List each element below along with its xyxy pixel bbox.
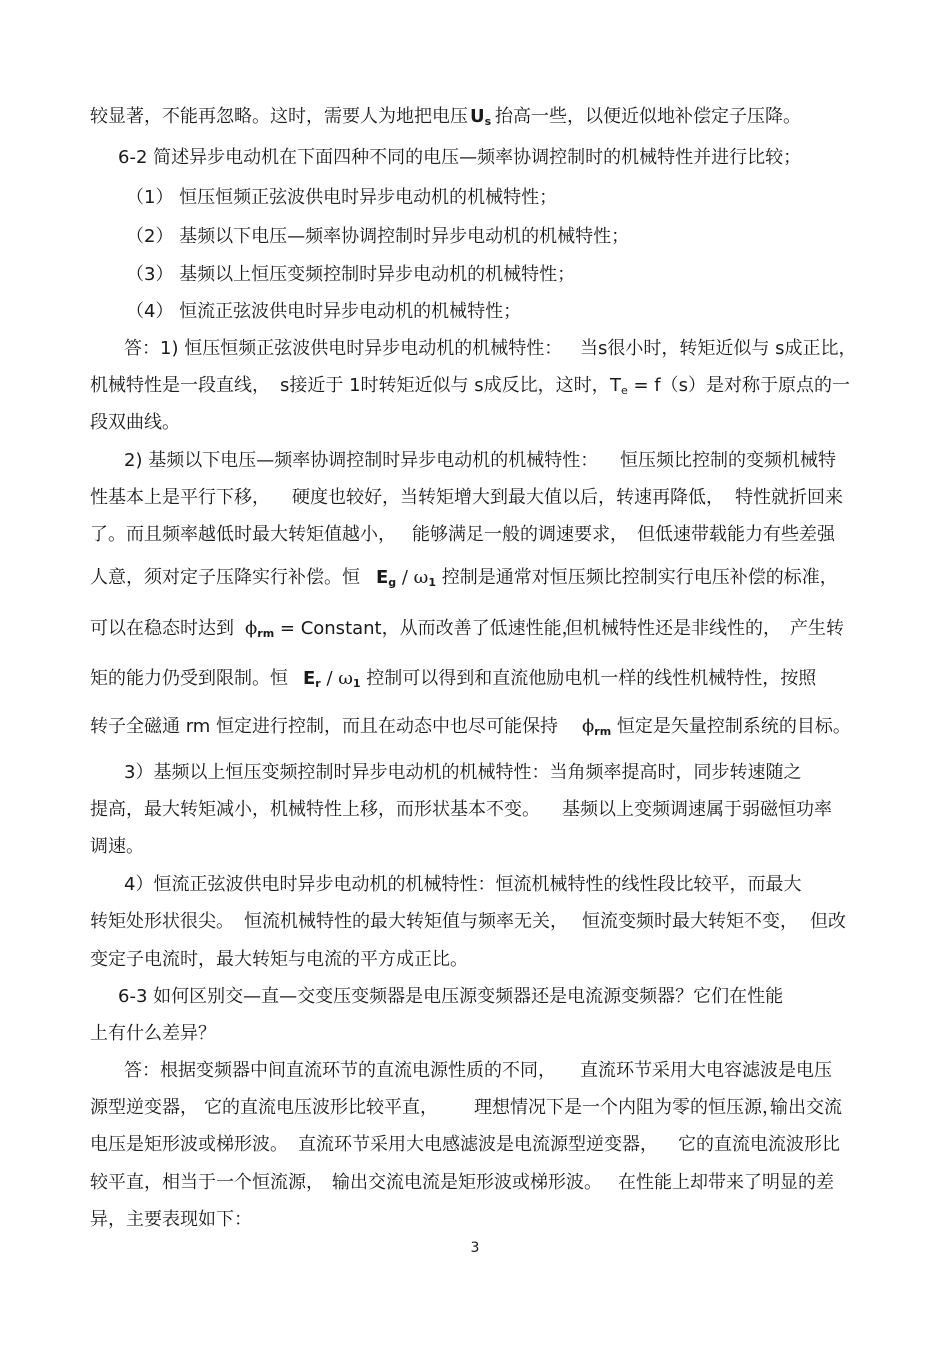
text-segment: 当s很小时，转矩近似与 s成正比， — [580, 338, 857, 359]
text-line — [0, 614, 950, 644]
text-segment: 恒压频比控制的变频机械特 — [620, 450, 836, 471]
symbol-main: ϕ — [582, 716, 595, 737]
text-segment: （2） 基频以下电压—频率协调控制时异步电动机的机械特性； — [126, 226, 630, 247]
symbol-main: T — [610, 375, 621, 396]
question-heading — [0, 982, 950, 1012]
text-segment: 6-2 简述异步电动机在下面四种不同的电压—频率协调控制时的机械特性并进行比较； — [118, 147, 802, 168]
text-segment: 电压是矩形波或梯形波。 — [90, 1134, 288, 1155]
text-segment: 人意，须对定子压降实行补偿。恒 — [90, 567, 360, 588]
text-line — [0, 371, 950, 401]
text-line — [0, 795, 950, 825]
text-segment: 2) 基频以下电压—频率协调控制时异步电动机的机械特性： — [124, 450, 599, 471]
text-segment: 但机械特性还是非线性的， — [565, 618, 781, 639]
emf-ratio-symbol — [303, 664, 816, 699]
text-segment: 性基本上是平行下移， — [90, 487, 270, 508]
text-segment: 它的直流电压波形比较平直， — [204, 1097, 438, 1118]
text-segment: 异，主要表现如下： — [90, 1209, 252, 1230]
text-segment: 转子全磁通 rm 恒定进行控制，而且在动态中也尽可能保持 — [90, 716, 559, 737]
symbol-subscript: 1 — [428, 576, 437, 589]
text-line — [0, 408, 950, 438]
text-segment: 但低速带载能力有些差强 — [637, 524, 835, 545]
voltage-symbol — [470, 102, 491, 137]
question-heading — [0, 143, 950, 173]
text-segment: 输出交流电流是矩形波或梯形波。 — [332, 1172, 602, 1193]
text-line — [0, 1205, 950, 1235]
text-line — [0, 446, 950, 476]
symbol-main: U — [470, 106, 485, 127]
text-segment: 转矩处形状很尖。 — [90, 911, 234, 932]
text-segment: 调速。 — [90, 836, 144, 857]
text-line — [0, 1130, 950, 1160]
text-segment: 特性就折回来 — [735, 487, 843, 508]
text-segment: 上有什么差异？ — [90, 1023, 216, 1044]
symbol-subscript: rm — [594, 725, 612, 738]
symbol-subscript: rm — [257, 627, 275, 640]
text-segment: 机械特性是一段直线， — [90, 375, 270, 396]
text-segment: 变定子电流时，最大转矩与电流的平方成正比。 — [90, 949, 468, 970]
text-segment: 答：根据变频器中间直流环节的直流电源性质的不同， — [124, 1060, 556, 1081]
text-segment: 较显著，不能再忽略。这时，需要人为地把电压 — [90, 106, 468, 127]
symbol-subscript: r — [315, 677, 321, 690]
symbol-operator: / ω — [396, 567, 429, 588]
flux-symbol — [582, 712, 851, 747]
text-segment: 恒流变频时最大转矩不变， — [582, 911, 798, 932]
text-line — [0, 1019, 950, 1049]
text-segment: 直流环节采用大电容滤波是电压 — [580, 1060, 832, 1081]
text-segment: s接近于 1时转矩近似与 s成反比，这时， — [280, 375, 610, 396]
text-segment: 3）基频以上恒压变频控制时异步电动机的机械特性：当角频率提高时，同步转速随之 — [124, 762, 802, 783]
text-segment: 理想情况下是一个内阻为零的恒压源， — [474, 1097, 780, 1118]
text-segment: 控制是通常对恒压频比控制实行电压补偿的标准， — [436, 567, 838, 588]
text-segment: 了。而且频率越低时最大转矩值越小， — [90, 524, 396, 545]
text-line — [0, 483, 950, 513]
text-line — [0, 334, 950, 364]
text-line — [0, 520, 950, 550]
text-segment: 6-3 如何区别交—直—交变压变频器是电压源变频器还是电流源变频器？它们在性能 — [118, 986, 784, 1007]
text-line — [0, 1093, 950, 1123]
flux-symbol — [245, 614, 580, 649]
text-segment: 源型逆变器， — [90, 1097, 198, 1118]
text-segment: 答：1) 恒压恒频正弦波供电时异步电动机的机械特性： — [124, 338, 563, 359]
text-line — [0, 1056, 950, 1086]
text-line — [0, 758, 950, 788]
text-line — [0, 102, 950, 132]
text-line — [0, 945, 950, 975]
symbol-main: E — [376, 567, 389, 588]
text-segment: 输出交流 — [770, 1097, 842, 1118]
symbol-main: E — [303, 668, 316, 689]
symbol-subscript: g — [388, 576, 397, 589]
text-line — [0, 870, 950, 900]
symbol-main: ϕ — [245, 618, 258, 639]
text-line — [0, 563, 950, 593]
text-segment: 控制可以得到和直流他励电机一样的线性机械特性，按照 — [360, 668, 817, 689]
text-line — [0, 664, 950, 694]
text-segment: = f（s）是对称于原点的一 — [627, 375, 851, 396]
text-segment: = Constant，从而改善了低速性能， — [274, 618, 580, 639]
symbol-subscript: 1 — [352, 677, 361, 690]
text-segment: （1） 恒压恒频正弦波供电时异步电动机的机械特性； — [126, 187, 558, 208]
text-segment: 硬度也较好，当转矩增大到最大值以后，转速再降低， — [292, 487, 724, 508]
text-segment: 恒流机械特性的最大转矩值与频率无关， — [244, 911, 568, 932]
text-line — [0, 1168, 950, 1198]
list-item — [0, 297, 950, 327]
text-segment: （4） 恒流正弦波供电时异步电动机的机械特性； — [126, 301, 522, 322]
text-segment: 段双曲线。 — [90, 412, 180, 433]
text-segment: （3） 基频以上恒压变频控制时异步电动机的机械特性； — [126, 264, 576, 285]
text-segment: 恒定是矢量控制系统的目标。 — [611, 716, 851, 737]
text-line — [0, 712, 950, 742]
text-segment: 能够满足一般的调速要求， — [412, 524, 628, 545]
symbol-operator: / ω — [320, 668, 353, 689]
text-line — [0, 907, 950, 937]
text-segment: 但改 — [810, 911, 846, 932]
list-item — [0, 222, 950, 252]
text-segment: 直流环节采用大电感滤波是电流源型逆变器， — [298, 1134, 658, 1155]
page-number: 3 — [470, 1240, 480, 1256]
text-segment: 较平直，相当于一个恒流源， — [90, 1172, 324, 1193]
text-segment: 抬高一些，以便近似地补偿定子压降。 — [495, 106, 801, 127]
symbol-subscript: e — [621, 384, 628, 397]
symbol-subscript: s — [484, 115, 492, 128]
torque-symbol — [610, 371, 850, 406]
text-segment: 4）恒流正弦波供电时异步电动机的机械特性：恒流机械特性的线性段比较平，而最大 — [124, 874, 802, 895]
list-item — [0, 260, 950, 290]
text-segment: 矩的能力仍受到限制。恒 — [90, 668, 288, 689]
text-segment: 提高，最大转矩减小，机械特性上移，而形状基本不变。 — [90, 799, 540, 820]
text-segment: 产生转 — [790, 618, 844, 639]
text-segment: 它的直流电流波形比 — [678, 1134, 840, 1155]
text-segment: 在性能上却带来了明显的差 — [618, 1172, 834, 1193]
text-segment: 可以在稳态时达到 — [90, 618, 234, 639]
list-item — [0, 183, 950, 213]
text-line — [0, 832, 950, 862]
emf-ratio-symbol — [376, 563, 838, 598]
text-segment: 基频以上变频调速属于弱磁恒功率 — [562, 799, 832, 820]
